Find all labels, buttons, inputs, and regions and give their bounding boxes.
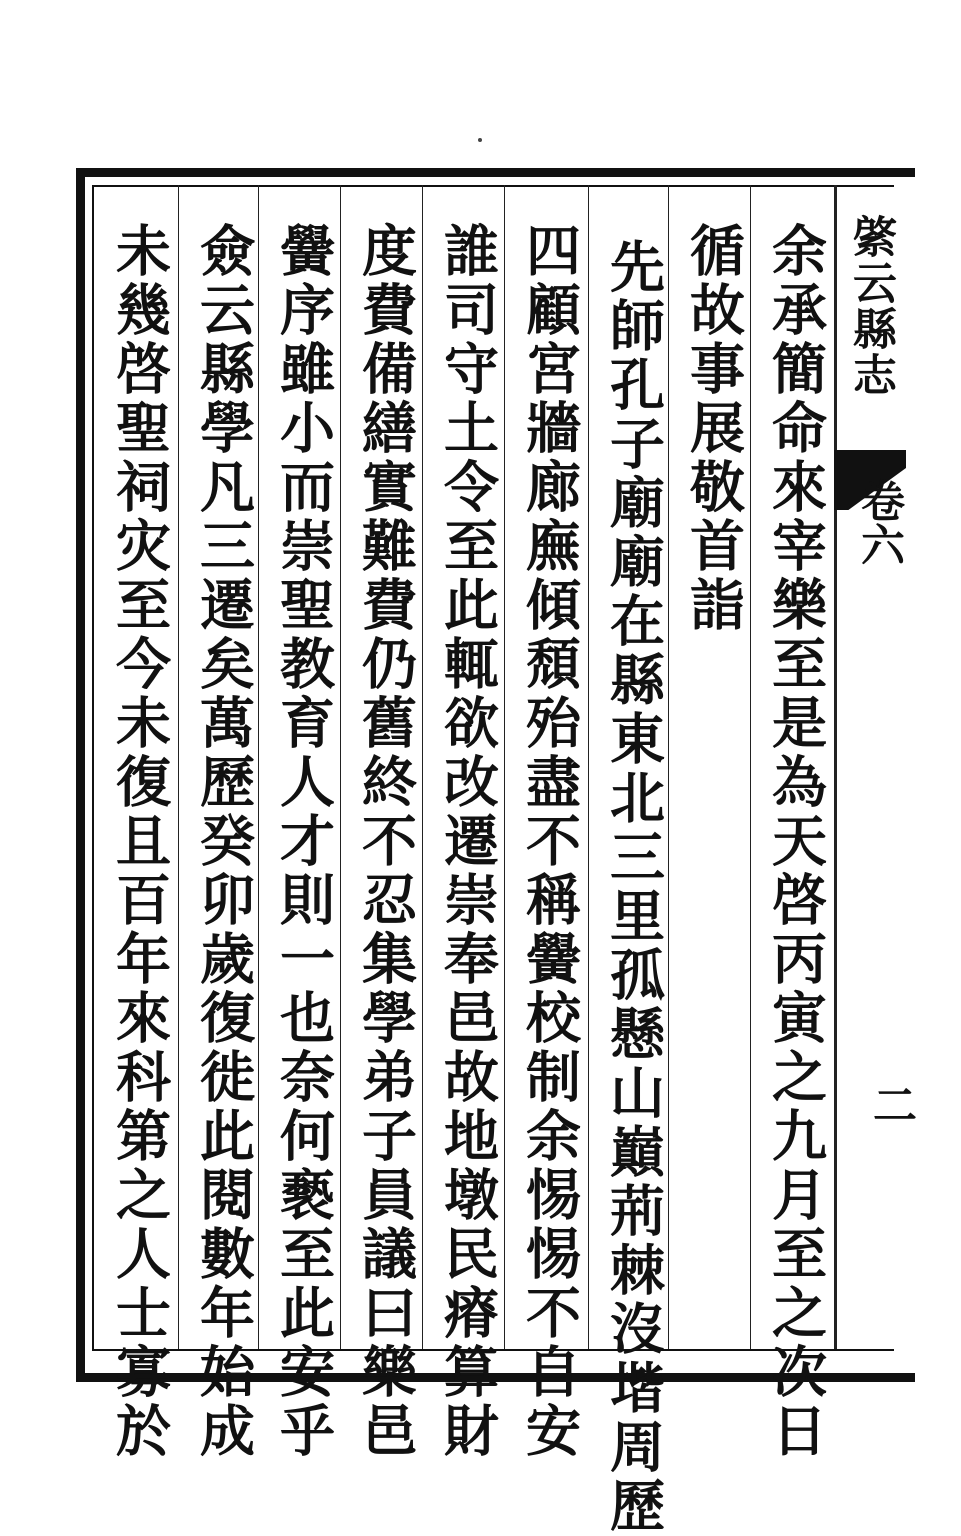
text-column-2: 循故事展敬首詣: [681, 222, 746, 635]
fore-edge-volume: 卷六: [853, 478, 904, 566]
column-rule: [340, 185, 341, 1349]
column-rule: [504, 185, 505, 1349]
column-rule: [668, 185, 669, 1349]
page-number: 二: [865, 1082, 916, 1126]
column-rule: [258, 185, 259, 1349]
column-rule: [178, 185, 179, 1349]
text-column-5: 誰司守土令至此輒欲改遷崇奉邑故地墩民瘠算財: [435, 222, 500, 1461]
text-column-3: 先師孔子廟廟在縣東北三里孤懸山巔荊棘沒堦周歷: [601, 238, 666, 1536]
fore-edge-rule: [834, 185, 837, 1349]
text-column-6: 度費備繕實難費仍舊終不忍集學弟子員議曰樂邑: [353, 222, 418, 1461]
ink-speck: [478, 138, 482, 142]
column-rule: [750, 185, 751, 1349]
column-rule: [588, 185, 589, 1349]
fore-edge-title: 綮云縣志: [845, 214, 896, 398]
text-column-9: 未幾啓聖祠灾至今未復且百年來科第之人士寡於: [107, 222, 172, 1461]
text-column-7: 黌序雖小而崇聖教育人才則一也奈何褻至此安乎: [271, 222, 336, 1461]
column-rule: [422, 185, 423, 1349]
text-column-4: 四顧宮牆廊廡傾頹殆盡不稱黌校制余惕惕不自安: [517, 222, 582, 1461]
text-column-1: 余承簡命來宰樂至是為天啓丙寅之九月至之次日: [763, 222, 828, 1461]
text-column-8: 僉云縣學凡三遷矣萬歷癸卯歲復徙此閱數年始成: [191, 222, 256, 1461]
